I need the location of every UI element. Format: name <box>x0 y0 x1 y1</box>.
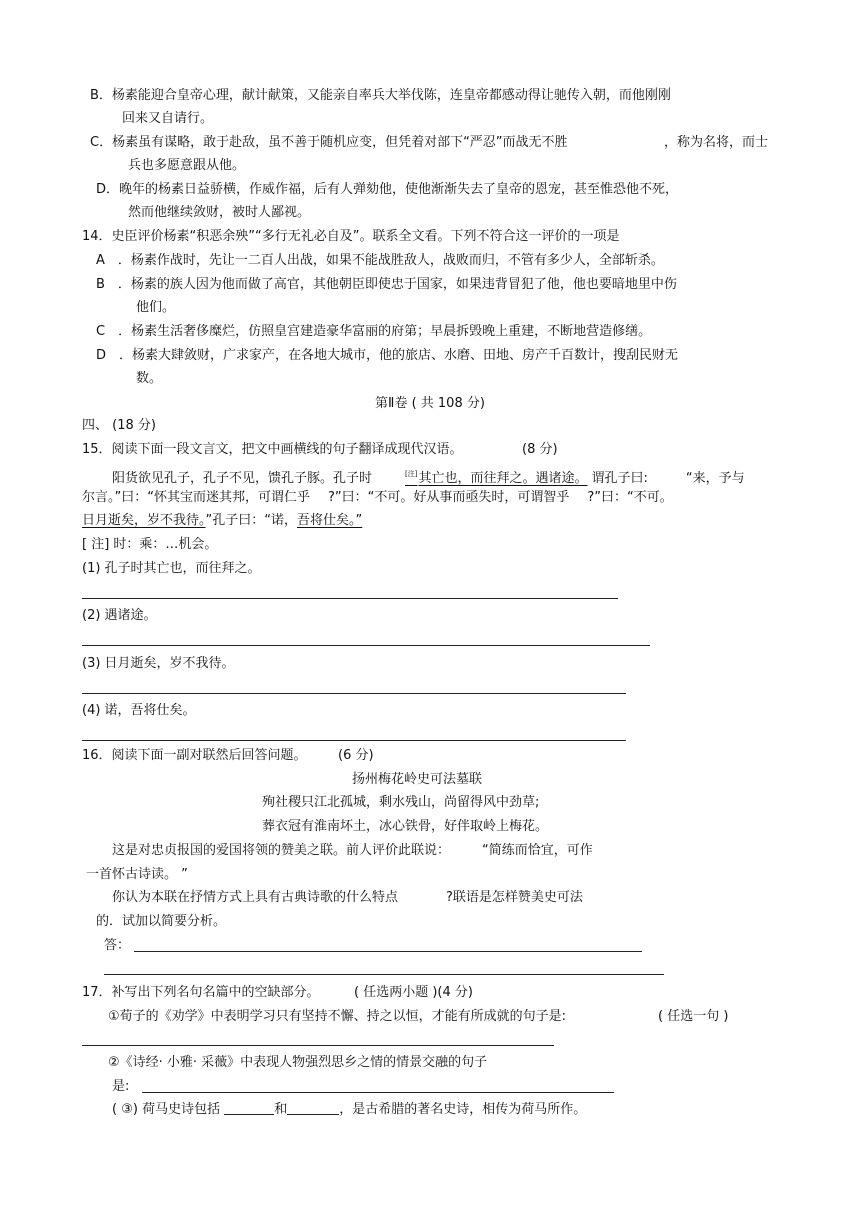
q17-blank-2[interactable] <box>287 1101 339 1115</box>
q14-option-c: C ．杨素生活奢侈糜烂，仿照皇宫建造豪华富丽的府第；早晨拆毁晚上重建，不断地营造修缮。 <box>96 324 652 339</box>
q15-underlined-3: 日月逝矣，岁不我待。 <box>82 513 206 528</box>
q14-option-b-line2: 他们。 <box>136 300 176 315</box>
q15-underlined-1 <box>372 471 535 486</box>
q16-answer-line-2[interactable] <box>104 974 664 975</box>
q16-couplet-line1: 殉社稷只江北孤城，剩水残山，尚留得风中劲草; <box>262 795 540 810</box>
q15-passage-line1 <box>112 465 745 488</box>
q16-question-line1b: ?联语是怎样赞美史可法 <box>446 890 583 905</box>
q17-stem: 17．补写出下列名句名篇中的空缺部分。 <box>82 985 320 1000</box>
q17-item-1: ①荀子的《劝学》中表明学习只有坚持不懈、持之以恒，才能有所成就的句子是: <box>108 1009 567 1024</box>
q15-answer-line-1[interactable] <box>82 598 618 599</box>
q15-sentence-3: (3) 日月逝矣，岁不我待。 <box>82 656 235 671</box>
q15-answer-line-3[interactable] <box>82 693 626 694</box>
q15-passage-text-2c: ?”曰：“不可。 <box>587 490 673 505</box>
q15-passage-line3 <box>82 512 362 530</box>
q13-option-b-line2: 回来又自请行。 <box>122 111 214 126</box>
q16-answer-label: 答： <box>104 938 131 953</box>
q14-stem: 14．史臣评价杨素“积恶余殃”“多行无礼必自及”。联系全文看。下列不符合这一评价的一项是 <box>82 229 620 244</box>
q15-sentence-1: (1) 孔子时其亡也，而往拜之。 <box>82 561 261 576</box>
q16-question-line1a: 你认为本联在抒情方式上具有古典诗歌的什么特点 <box>112 890 399 905</box>
q15-passage-text-1b: 其亡也，而往拜之。 <box>418 471 536 486</box>
q15-passage-text-1d: 谓孔子曰: <box>591 471 648 486</box>
q17-item-2: ②《诗经· 小雅· 采薇》中表现人物强烈思乡之情的情景交融的句子 <box>108 1055 488 1070</box>
q13-option-c-line1: C．杨素虽有谋略，敢于赴敌，虽不善于随机应变，但凭着对部下“严忍”而战无不胜 <box>90 135 568 150</box>
q17-item-3 <box>112 1101 586 1119</box>
q15-passage-text-2a: 尔言。”曰：“怀其宝而迷其邦，可谓仁乎 <box>82 490 310 505</box>
q16-paragraph-line2: 一首怀古诗读。 ” <box>86 867 188 882</box>
q15-answer-line-2[interactable] <box>82 645 650 646</box>
q17-item-3-text-a: ( ③) 荷马史诗包括 <box>112 1102 221 1117</box>
q14-option-a: A ．杨素作战时，先让一二百人出战，如果不能战胜敌人，战败而归，不管有多少人，全部斩杀。 <box>96 253 664 268</box>
q15-sentence-2: (2) 遇诸途。 <box>82 608 157 623</box>
q13-option-d-line1: D．晚年的杨素日益骄横，作威作福，后有人弹劾他，使他渐渐失去了皇帝的恩宠，甚至惟恐他不死， <box>96 182 679 197</box>
q16-stem: 16．阅读下面一副对联然后回答问题。 <box>82 748 307 763</box>
q15-note-marker: [注] <box>405 470 418 478</box>
q13-option-d-line2: 然而他继续敛财，被时人鄙视。 <box>128 205 311 220</box>
q15-passage-text-1e: “来，予与 <box>685 471 745 486</box>
q16-question-line2: 的．试加以简要分析。 <box>96 914 227 929</box>
q13-option-c-line1-end: ，称为名将，而士 <box>664 135 769 150</box>
q14-option-d-line2: 数。 <box>136 371 163 386</box>
q17-item-3-text-c: ，是古希腊的著名史诗，相传为荷马所作。 <box>339 1102 587 1117</box>
q16-couplet-title: 扬州梅花岭史可法墓联 <box>352 772 483 787</box>
q15-sentence-4: (4) 诺，吾将仕矣。 <box>82 703 196 718</box>
q15-stem: 15．阅读下面一段文言文，把文中画横线的句子翻译成现代汉语。 <box>82 442 463 457</box>
section4-heading: 四、 (18 分) <box>82 418 156 433</box>
q13-option-c-line2: 兵也多愿意跟从他。 <box>128 158 246 173</box>
q15-passage-text-2b: ?”曰：“不可。好从事而亟失时，可谓智乎 <box>327 490 570 505</box>
q15-score: (8 分) <box>522 442 558 457</box>
part2-heading: 第Ⅱ卷 ( 共 108 分) <box>375 396 485 411</box>
q16-paragraph-line1b: “简练而恰宜，可作 <box>482 843 593 858</box>
q15-passage-line2 <box>82 489 673 507</box>
q15-underlined-4: 吾将仕矣。” <box>297 513 363 528</box>
q14-option-d-line1: D ．杨素大肆敛财，广求家产，在各地大城市，他的旅店、水磨、田地、房产千百数计，搜刮民财无 <box>96 348 679 363</box>
q15-annotation: [ 注] 时：乘：…机会。 <box>82 537 218 552</box>
q15-passage-text-3b: ”孔子曰：“诺， <box>205 513 297 528</box>
q17-blank-1[interactable] <box>224 1101 274 1115</box>
q17-item-3-text-b: 和 <box>274 1102 288 1117</box>
q16-paragraph-line1a: 这是对忠贞报国的爱国将领的赞美之联。前人评价此联说： <box>112 843 451 858</box>
q14-option-b-line1: B ．杨素的族人因为他而做了高官，其他朝臣即使忠于国家，如果违背冒犯了他，他也要暗地里中伤 <box>96 277 677 292</box>
q17-choice-note: ( 任选两小题 )(4 分) <box>354 985 473 1000</box>
q15-passage-text-1a: 阳货欲见孔子，孔子不见，馈孔子豚。孔子时 <box>112 471 373 486</box>
q16-score: (6 分) <box>338 748 374 763</box>
q17-answer-line-2[interactable] <box>142 1092 614 1093</box>
q15-answer-line-4[interactable] <box>82 740 626 741</box>
q17-answer-line-1[interactable] <box>82 1045 554 1046</box>
q15-passage-text-1c: 遇诸途。 <box>535 471 588 486</box>
q17-item-1-choice: ( 任选一句 ) <box>658 1009 729 1024</box>
q16-answer-line-1[interactable] <box>134 951 642 952</box>
q13-option-b-line1: B．杨素能迎合皇帝心理，献计献策，又能亲自率兵大举伐陈，连皇帝都感动得让驰传入朝，而他刚刚 <box>90 88 671 103</box>
q16-couplet-line2: 葬衣冠有淮南坏土，冰心铁骨，好伴取岭上梅花。 <box>262 819 549 834</box>
q17-item-2-label: 是: <box>112 1079 130 1094</box>
